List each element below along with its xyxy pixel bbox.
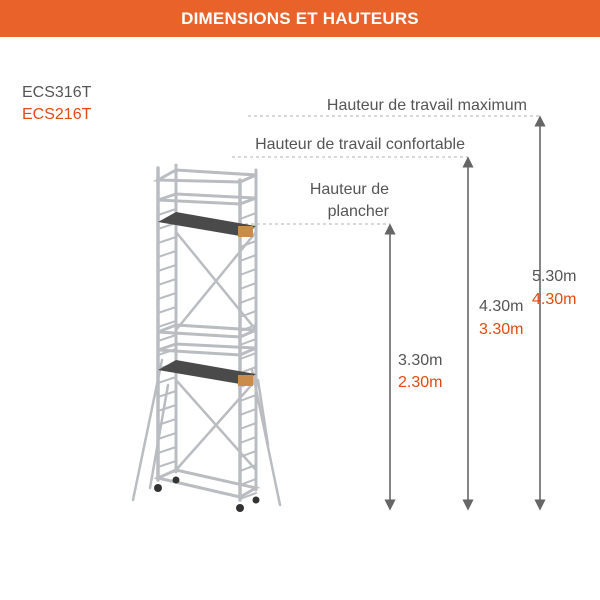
ladder-rung xyxy=(240,269,256,275)
platform-middle-wood xyxy=(238,375,253,386)
label-floor-height-line1: Hauteur de xyxy=(309,181,389,198)
ladder-rung xyxy=(158,377,176,383)
max-height-secondary: 4.30m xyxy=(532,291,577,308)
ladder-rung xyxy=(240,213,256,219)
ladder-rung xyxy=(158,237,176,243)
ladder-rung xyxy=(158,461,176,467)
outriggers xyxy=(133,360,280,505)
label-max-work-height: Hauteur de travail maximum xyxy=(326,97,527,114)
label-comfort-work-height: Hauteur de travail confortable xyxy=(255,136,465,153)
ladder-rung xyxy=(240,409,256,415)
ladder-rung xyxy=(240,437,256,443)
ladder-rung xyxy=(158,265,176,271)
ladder-rung xyxy=(158,405,176,411)
model-secondary: ECS216T xyxy=(22,106,92,123)
floor-height-secondary: 2.30m xyxy=(398,374,443,391)
comfort-height-secondary: 3.30m xyxy=(479,321,524,338)
leader-lines xyxy=(232,116,540,224)
max-height-primary: 5.30m xyxy=(532,268,577,285)
comfort-height-primary: 4.30m xyxy=(479,298,524,315)
ladder-rung xyxy=(158,279,176,285)
label-floor-height-line2: plancher xyxy=(327,203,389,220)
ladder-rung xyxy=(158,251,176,257)
ladder-rung xyxy=(240,297,256,303)
page-title: DIMENSIONS ET HAUTEURS xyxy=(181,8,419,28)
ladder-rung xyxy=(158,307,176,313)
ladder-rung xyxy=(158,447,176,453)
floor-height-primary: 3.30m xyxy=(398,352,443,369)
platform-top-wood xyxy=(238,226,253,237)
scaffold-illustration xyxy=(133,165,280,505)
ladder-rung xyxy=(158,293,176,299)
ladder-rung xyxy=(240,339,256,345)
dimension-arrows xyxy=(390,121,540,505)
ladder-rung xyxy=(240,283,256,289)
ladder-rung xyxy=(158,335,176,341)
ladder-rung xyxy=(240,423,256,429)
model-primary: ECS316T xyxy=(22,84,92,101)
ladder-rung xyxy=(240,255,256,261)
